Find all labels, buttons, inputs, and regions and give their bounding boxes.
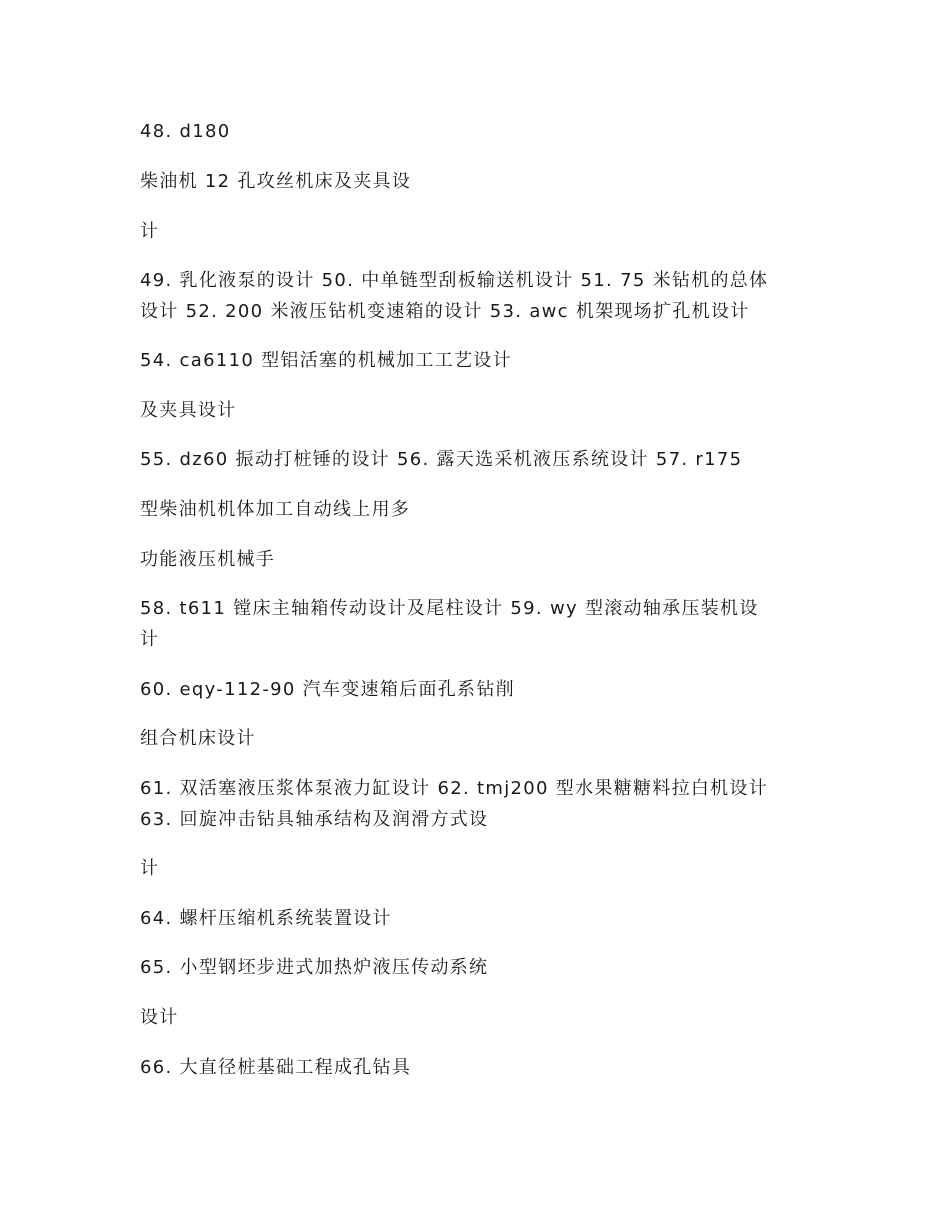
paragraph: 计 [140, 858, 160, 879]
paragraph: 60. eqy-112-90 汽车变速箱后面孔系钻削 [140, 679, 515, 700]
paragraph: 64. 螺杆压缩机系统装置设计 [140, 908, 392, 929]
paragraph: 计 [140, 221, 160, 242]
paragraph: 功能液压机械手 [140, 549, 276, 570]
paragraph: 组合机床设计 [140, 728, 256, 749]
paragraph: 及夹具设计 [140, 400, 237, 421]
paragraph: 柴油机 12 孔攻丝机床及夹具设 [140, 171, 412, 192]
paragraph: 55. dz60 振动打桩锤的设计 56. 露天选采机液压系统设计 57. r175 [140, 449, 743, 470]
paragraph: 48. d180 [140, 121, 231, 142]
paragraph: 设计 [140, 1007, 179, 1028]
paragraph: 49. 乳化液泵的设计 50. 中单链型刮板输送机设计 51. 75 米钻机的总体 设计 52. 200 米液压钻机变速箱的设计 53. awc 机架现场扩孔机设计 [140, 270, 769, 322]
paragraph: 61. 双活塞液压浆体泵液力缸设计 62. tmj200 型水果糖糖料拉白机设计 63. 回旋冲击钻具轴承结构及润滑方式设 [140, 778, 769, 830]
paragraph: 型柴油机机体加工自动线上用多 [140, 499, 411, 520]
paragraph: 66. 大直径桩基础工程成孔钻具 [140, 1057, 412, 1078]
paragraph: 65. 小型钢坯步进式加热炉液压传动系统 [140, 957, 489, 978]
paragraph: 54. ca6110 型铝活塞的机械加工工艺设计 [140, 350, 513, 371]
paragraph: 58. t611 镗床主轴箱传动设计及尾柱设计 59. wy 型滚动轴承压装机设 计 [140, 598, 759, 650]
